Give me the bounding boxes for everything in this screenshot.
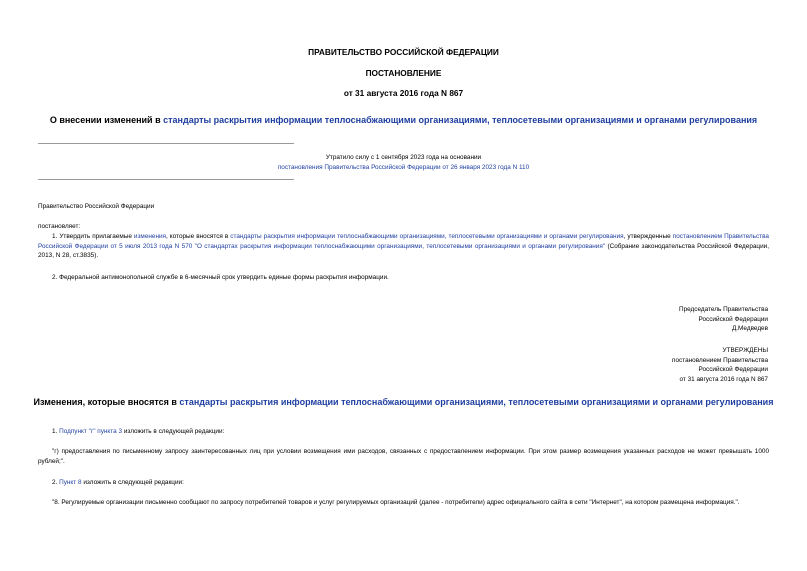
p1-mid2: , утвержденные [623, 233, 673, 240]
signature-line-2: Российской Федерации [698, 315, 768, 323]
changes-title [0, 397, 807, 407]
p1-end: (Собрание законодательства Российской Федерации, 2013, N 28, ст.3835). [38, 242, 770, 260]
signature-line-3: Д.Медведев [731, 325, 768, 333]
divider-bottom [38, 179, 294, 180]
p1-resolution-link[interactable]: постановлением Правительства Российской Федерации от 5 июля 2013 года N 570 "О стандартах раскрытия информации теплоснабжающими организациями, теплосетевыми организациями и органами регулирования" [38, 233, 769, 250]
change-item-1-text: "г) предоставления по письменному запросу заинтересованных лиц при условии возмещения ими расходов, связанных с предоставлением информации. При этом размер возмещения указанных расходов не может превышать 1000 рублей;". [38, 448, 769, 465]
document-type: ПОСТАНОВЛЕНИЕ [365, 68, 442, 78]
title-standards-link[interactable]: стандарты раскрытия информации теплоснабжающими организациями, теплосетевыми организациями и органами регулирования [163, 115, 758, 125]
divider-top [38, 143, 294, 144]
repeal-notice [0, 153, 807, 172]
p1-mid1: , которые вносятся в [166, 233, 231, 240]
title-prefix: О внесении изменений в [49, 115, 164, 125]
approved-line-3: Российской Федерации [698, 366, 768, 374]
document-title [0, 115, 807, 125]
repeal-notice-text: Утратило силу с 1 сентября 2023 года на основании [325, 154, 482, 161]
approved-line-4: от 31 августа 2016 года N 867 [679, 375, 768, 383]
approved-block [672, 346, 768, 384]
paragraph-1 [38, 232, 769, 261]
paragraph-2: 2. Федеральной антимонопольной службе в 6-месячный срок утвердить единые формы раскрытия информации. [52, 274, 389, 281]
item2-number: 2. [52, 479, 60, 486]
point-8-link[interactable]: Пункт 8 [59, 479, 82, 486]
p1-changes-link[interactable]: изменения [133, 233, 167, 240]
change-item-2 [52, 478, 184, 488]
changes-title-prefix: Изменения, которые вносятся в [33, 397, 180, 407]
signature-line-1: Председатель Правительства [679, 306, 768, 313]
p1-standards-link[interactable]: стандарты раскрытия информации теплоснабжающими организациями, теплосетевыми организациями и органами регулирования [230, 233, 624, 240]
government-name: ПРАВИТЕЛЬСТВО РОССИЙСКОЙ ФЕДЕРАЦИИ [308, 47, 499, 57]
change-item-2-text: "8. Регулируемые организации письменно сообщают по запросу потребителей товаров и услуг регулируемых организаций (далее - потребители) адрес официального сайта в сети "Интернет", на котором размещена информация.". [52, 499, 740, 506]
approved-line-2: постановлением Правительства [672, 356, 768, 364]
document-date-number: от 31 августа 2016 года N 867 [343, 88, 464, 98]
signature-block [679, 305, 768, 334]
item1-number: 1. [52, 428, 60, 435]
resolves-label: постановляет: [38, 223, 81, 230]
point-3-link[interactable]: пункта 3 [97, 428, 123, 435]
repeal-notice-link[interactable]: постановления Правительства Российской Федерации от 26 января 2023 года N 110 [277, 163, 530, 171]
item2-rest: изложить в следующей редакции: [81, 479, 184, 486]
approved-line-1: УТВЕРЖДЕНЫ [722, 347, 768, 354]
p1-start: 1. Утвердить прилагаемые [52, 233, 134, 240]
changes-title-standards-link[interactable]: стандарты раскрытия информации теплоснабжающими организациями, теплосетевыми организациями и органами регулирования [179, 397, 774, 407]
change-item-1 [52, 427, 224, 437]
government-org: Правительство Российской Федерации [38, 203, 155, 210]
item1-rest: изложить в следующей редакции: [122, 428, 225, 435]
subitem-g-link[interactable]: Подпункт "г" [59, 428, 96, 435]
